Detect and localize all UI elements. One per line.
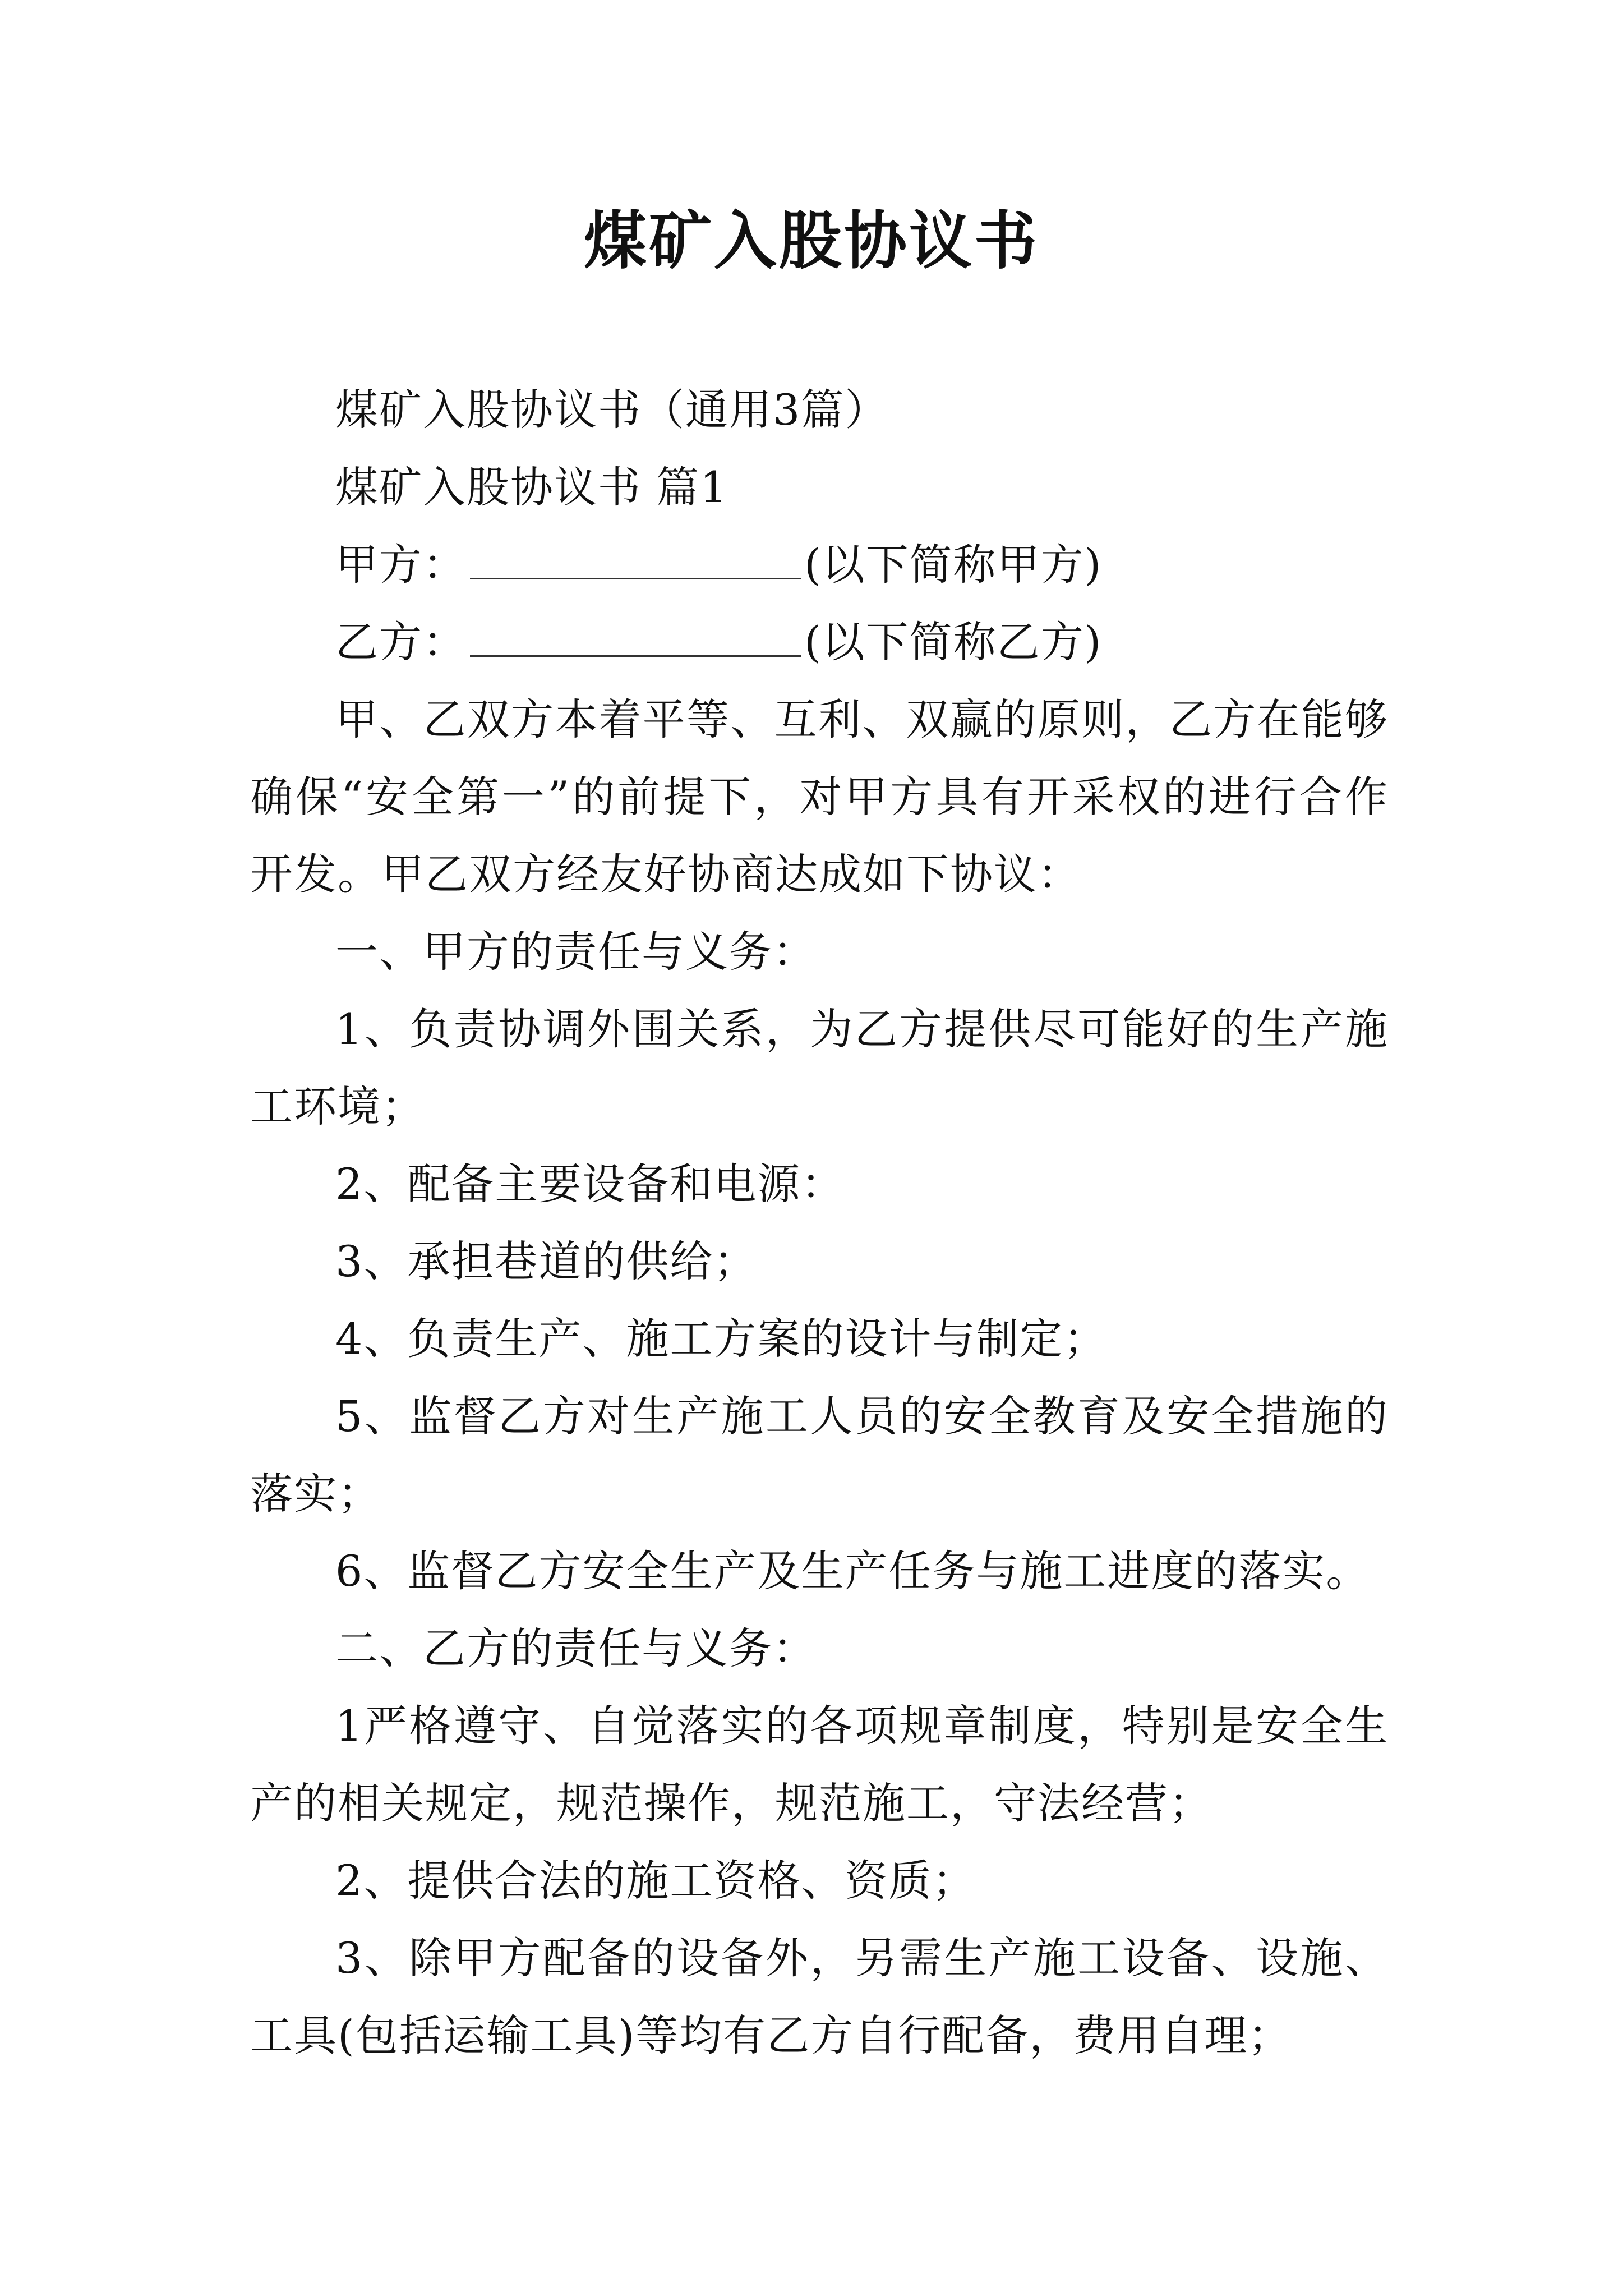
party-a-blank	[470, 537, 801, 579]
clause-b-2: 2、提供合法的施工资格、资质；	[335, 1856, 976, 1906]
party-a-line	[250, 526, 1389, 604]
party-b-label: 乙方：	[335, 617, 467, 667]
clause-a-1: 1、负责协调外围关系，为乙方提供尽可能好的生产施工环境；	[250, 1004, 1389, 1131]
party-a-suffix: (以下简称甲方)	[804, 540, 1103, 590]
clause-b-1: 1严格遵守、自觉落实的各项规章制度，特别是安全生产的相关规定，规范操作，规范施工，守法经营；	[250, 1701, 1389, 1828]
party-b-suffix: (以下简称乙方)	[804, 617, 1103, 667]
section-heading-a: 一、甲方的责任与义务：	[335, 927, 817, 977]
intro-paragraph: 甲、乙双方本着平等、互利、双赢的原则，乙方在能够确保“安全第一”的前提下，对甲方具有开采权的进行合作开发。甲乙双方经友好协商达成如下协议：	[250, 694, 1389, 899]
party-a-label: 甲方：	[335, 540, 467, 590]
clause-a-2: 2、配备主要设备和电源：	[335, 1159, 845, 1209]
party-b-blank	[470, 615, 801, 657]
page-title: 煤矿入股协议书	[584, 204, 1039, 278]
document-body	[250, 371, 1389, 2074]
clause-a-6: 6、监督乙方安全生产及生产任务与施工进度的落实。	[335, 1546, 1370, 1596]
clause-b-3: 3、除甲方配备的设备外，另需生产施工设备、设施、工具(包括运输工具)等均有乙方自行配备，费用自理；	[250, 1933, 1389, 2060]
clause-a-5: 5、监督乙方对生产施工人员的安全教育及安全措施的落实；	[250, 1391, 1389, 1519]
clause-a-4: 4、负责生产、施工方案的设计与制定；	[335, 1314, 1108, 1364]
subtitle-general: 煤矿入股协议书（通用3篇）	[335, 385, 889, 435]
party-b-line	[250, 604, 1389, 681]
section-heading-b: 二、乙方的责任与义务：	[335, 1623, 817, 1673]
clause-a-3: 3、承担巷道的供给；	[335, 1236, 758, 1286]
subtitle-part-1: 煤矿入股协议书 篇1	[335, 462, 728, 512]
